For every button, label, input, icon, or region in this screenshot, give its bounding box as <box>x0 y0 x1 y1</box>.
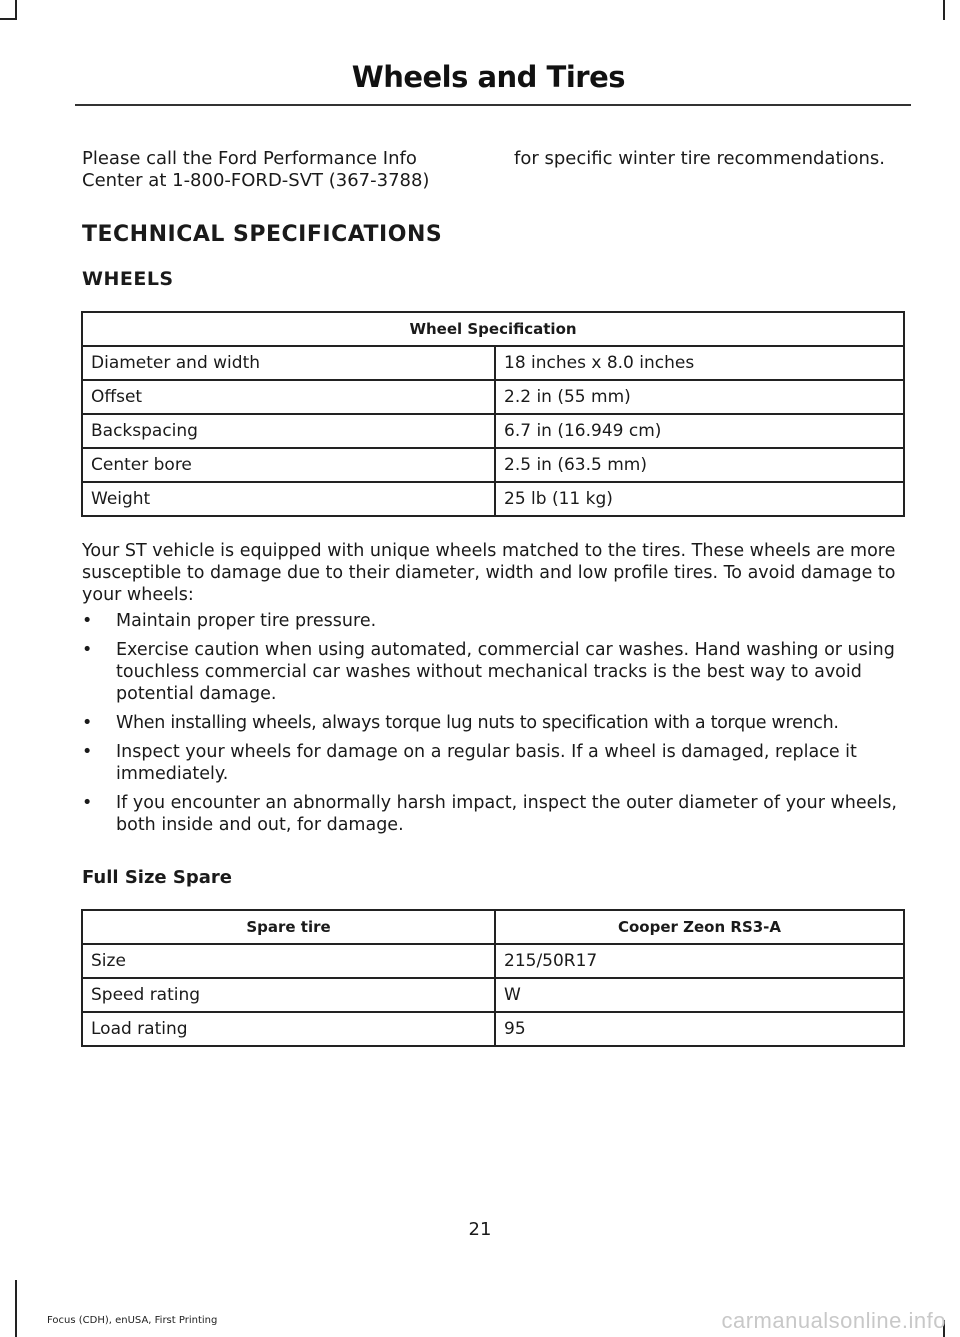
table-row <box>82 346 904 380</box>
row-value: 95 <box>495 1012 904 1046</box>
section-title: TECHNICAL SPECIFICATIONS <box>82 222 443 247</box>
table-row <box>82 1012 904 1046</box>
footer-text: Focus (CDH), enUSA, First Printing <box>47 1315 218 1326</box>
row-value: W <box>495 978 904 1012</box>
wheel-spec-table <box>81 311 905 517</box>
list-item-text: When installing wheels, always torque lug nuts to specification with a torque wrench. <box>116 713 839 733</box>
row-label: Load rating <box>82 1012 495 1046</box>
watermark: carmanualsonline.info <box>721 1308 946 1333</box>
row-label: Backspacing <box>82 414 495 448</box>
bullet-icon: • <box>82 611 93 631</box>
table-header-row <box>82 312 904 346</box>
crop-mark <box>15 0 17 20</box>
table-header-left: Spare tire <box>82 910 495 944</box>
row-label: Speed rating <box>82 978 495 1012</box>
row-value: 2.5 in (63.5 mm) <box>495 448 904 482</box>
crop-mark <box>943 0 945 20</box>
header-divider <box>75 104 911 106</box>
list-item-text: Maintain proper tire pressure. <box>116 611 377 631</box>
table-header: Wheel Specification <box>82 312 904 346</box>
row-value: 25 lb (11 kg) <box>495 482 904 516</box>
bullet-icon: • <box>82 640 93 660</box>
list-item <box>82 610 912 632</box>
table-row <box>82 448 904 482</box>
page-number: 21 <box>468 1219 492 1240</box>
bullet-icon: • <box>82 742 93 762</box>
crop-mark <box>0 18 17 20</box>
intro-text-left: Please call the Ford Performance Info Center at 1-800-FORD-SVT (367-3788) <box>82 148 430 191</box>
row-value: 18 inches x 8.0 inches <box>495 346 904 380</box>
spare-tire-table <box>81 909 905 1047</box>
spare-title: Full Size Spare <box>82 867 232 888</box>
list-item-text: Exercise caution when using automated, commercial car washes. Hand washing or using touchless commercial car washes without mechanical tracks is the best way to avoid potential damage. <box>116 640 895 704</box>
wheels-title: WHEELS <box>82 268 174 290</box>
row-value: 215/50R17 <box>495 944 904 978</box>
crop-mark <box>15 1280 17 1337</box>
intro-text-right: for specific winter tire recommendations. <box>514 148 886 169</box>
list-item <box>82 712 912 734</box>
row-value: 6.7 in (16.949 cm) <box>495 414 904 448</box>
row-label: Size <box>82 944 495 978</box>
list-item-text: If you encounter an abnormally harsh impact, inspect the outer diameter of your wheels, both inside and out, for damage. <box>116 793 897 835</box>
row-label: Diameter and width <box>82 346 495 380</box>
list-item <box>82 792 912 836</box>
table-row <box>82 414 904 448</box>
list-item-text: Inspect your wheels for damage on a regular basis. If a wheel is damaged, replace it immediately. <box>116 742 857 784</box>
list-item <box>82 639 912 705</box>
table-row <box>82 482 904 516</box>
table-header-right: Cooper Zeon RS3-A <box>495 910 904 944</box>
row-label: Offset <box>82 380 495 414</box>
table-row <box>82 944 904 978</box>
table-row <box>82 380 904 414</box>
row-label: Weight <box>82 482 495 516</box>
list-item <box>82 741 912 785</box>
table-row <box>82 978 904 1012</box>
bullet-icon: • <box>82 713 93 733</box>
wheel-care-list <box>82 610 912 843</box>
page-title: Wheels and Tires <box>351 60 625 94</box>
table-header-row <box>82 910 904 944</box>
row-label: Center bore <box>82 448 495 482</box>
bullet-icon: • <box>82 793 93 813</box>
row-value: 2.2 in (55 mm) <box>495 380 904 414</box>
wheels-paragraph: Your ST vehicle is equipped with unique wheels matched to the tires. These wheels are more susceptible to damage due to their diameter, width and low profile tires. To avoid damage to your wheels: <box>82 541 896 605</box>
